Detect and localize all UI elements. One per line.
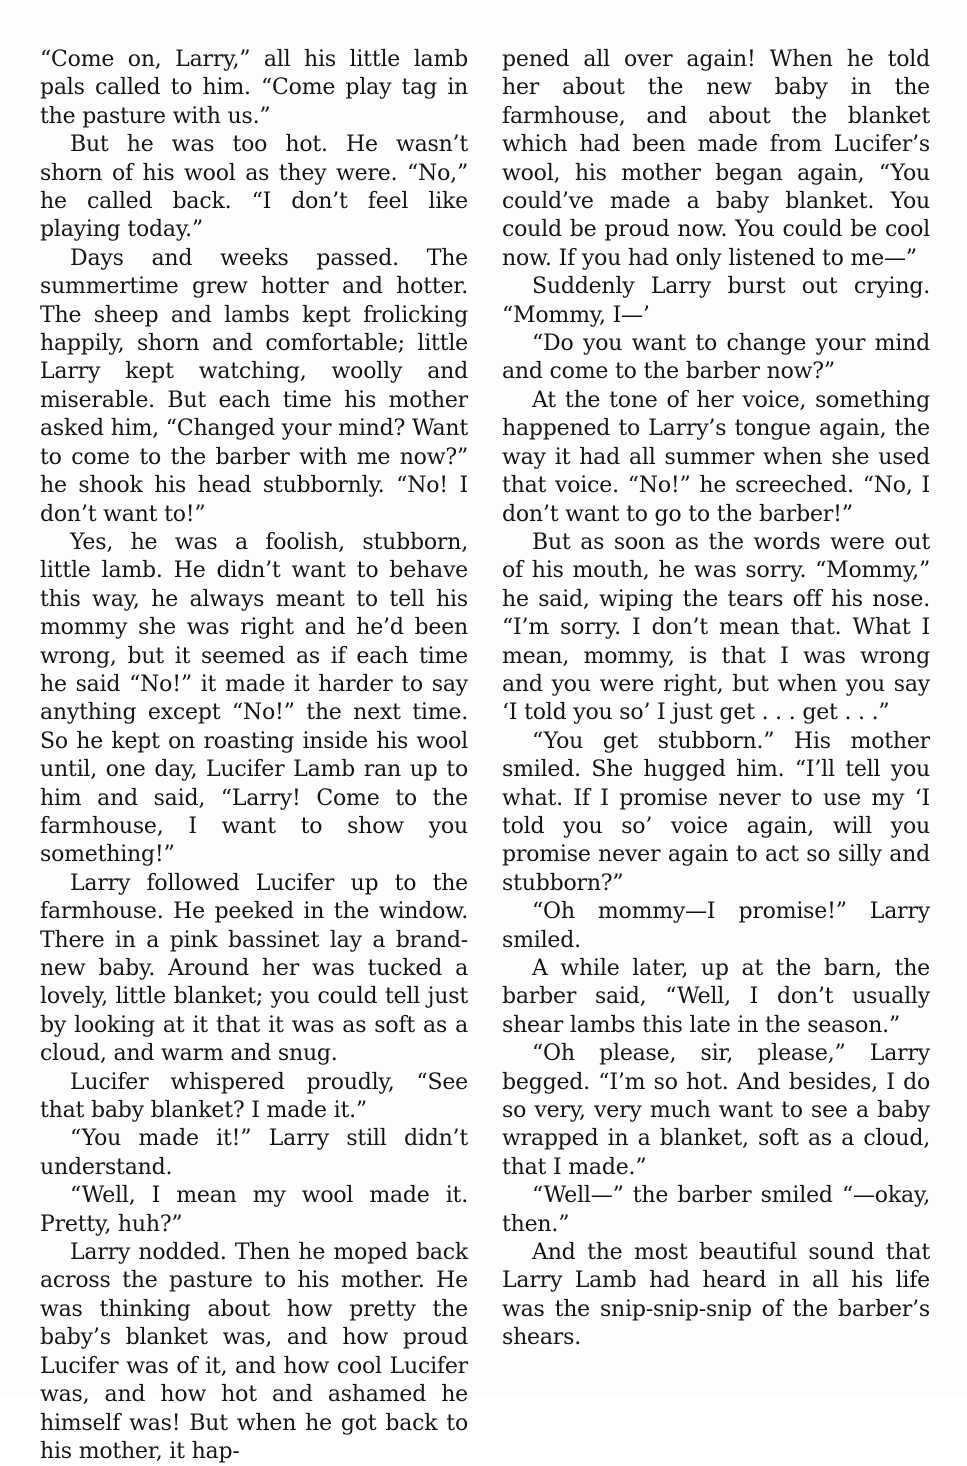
paragraph: “Well—” the barber smiled “—okay, then.” xyxy=(502,1183,930,1237)
paragraph: pened all over again! When he told her about the new baby in the farmhouse, and about the blanket which had been made from Lucifer’s wool, his mother began again, “You could’ve made a baby blanket. You could be proud now. You could be cool now. If you had only listened to me—” xyxy=(502,47,930,271)
right-column xyxy=(502,46,930,1353)
paragraph: But as soon as the words were out of his mouth, he was sorry. “Mommy,” he said, wiping the tears off his nose. “I’m sorry. I don’t mean that. What I mean, mommy, is that I was wrong and you were right, but when you say ‘I told you so’ I just get . . . get . . .” xyxy=(502,529,930,726)
paragraph: But he was too hot. He wasn’t shorn of his wool as they were. “No,” he called back. “I don’t feel like playing today.” xyxy=(40,132,468,243)
paragraph: “Oh mommy—I promise!” Larry smiled. xyxy=(502,899,930,953)
paragraph: “Well, I mean my wool made it. Pretty, huh?” xyxy=(40,1183,468,1237)
paragraph: A while later, up at the barn, the barber said, “Well, I don’t usually shear lambs this late in the season.” xyxy=(502,956,930,1038)
paragraph: “Oh please, sir, please,” Larry begged. “I’m so hot. And besides, I do so very, very much want to see a baby wrapped in a blanket, soft as a cloud, that I made.” xyxy=(502,1041,930,1180)
paragraph: Larry followed Lucifer up to the farmhouse. He peeked in the window. There in a pink bassinet lay a brand-new baby. Around her was tucked a lovely, little blanket; you could tell just by looking at it that it was as soft as a cloud, and warm and snug. xyxy=(40,870,468,1067)
paragraph: Days and weeks passed. The summertime grew hotter and hotter. The sheep and lambs kept frolicking happily, shorn and comfortable; little Larry kept watching, woolly and miserable. But each time his mother asked him, “Changed your mind? Want to come to the barber with me now?” he shook his head stubbornly. “No! I don’t want to!” xyxy=(40,245,468,527)
paragraph: “You get stubborn.” His mother smiled. She hugged him. “I’ll tell you what. If I promise never to use my ‘I told you so’ voice again, will you promise never again to act so silly and stubborn?” xyxy=(502,728,930,896)
paragraph: “You made it!” Larry still didn’t understand. xyxy=(40,1126,468,1180)
paragraph: “Do you want to change your mind and come to the barber now?” xyxy=(502,331,930,385)
paragraph: At the tone of her voice, something happened to Larry’s tongue again, the way it had all summer when she used that voice. “No!” he screeched. “No, I don’t want to go to the barber!” xyxy=(502,387,930,527)
left-column xyxy=(40,46,468,1466)
paragraph: “Come on, Larry,” all his little lamb pals called to him. “Come play tag in the pasture with us.” xyxy=(40,47,468,129)
paragraph: Lucifer whispered proudly, “See that baby blanket? I made it.” xyxy=(40,1069,468,1124)
paragraph: Larry nodded. Then he moped back across the pasture to his mother. He was thinking about how pretty the baby’s blanket was, and how proud Lucifer was of it, and how cool Lucifer was, and how hot and ashamed he himself was! But when he got back to his mother, it hap- xyxy=(40,1240,468,1464)
paragraph: And the most beautiful sound that Larry Lamb had heard in all his life was the snip-snip-snip of the barber’s shears. xyxy=(502,1240,930,1351)
paragraph: Suddenly Larry burst out crying. “Mommy, I—’ xyxy=(502,274,930,328)
paragraph: Yes, he was a foolish, stubborn, little lamb. He didn’t want to behave this way, he always meant to tell his mommy she was right and he’d been wrong, but it seemed as if each time he said “No!” it made it harder to say anything except “No!” the next time. So he kept on roasting inside his wool until, one day, Lucifer Lamb ran up to him and said, “Larry! Come to the farmhouse, I want to show you something!” xyxy=(40,529,468,868)
